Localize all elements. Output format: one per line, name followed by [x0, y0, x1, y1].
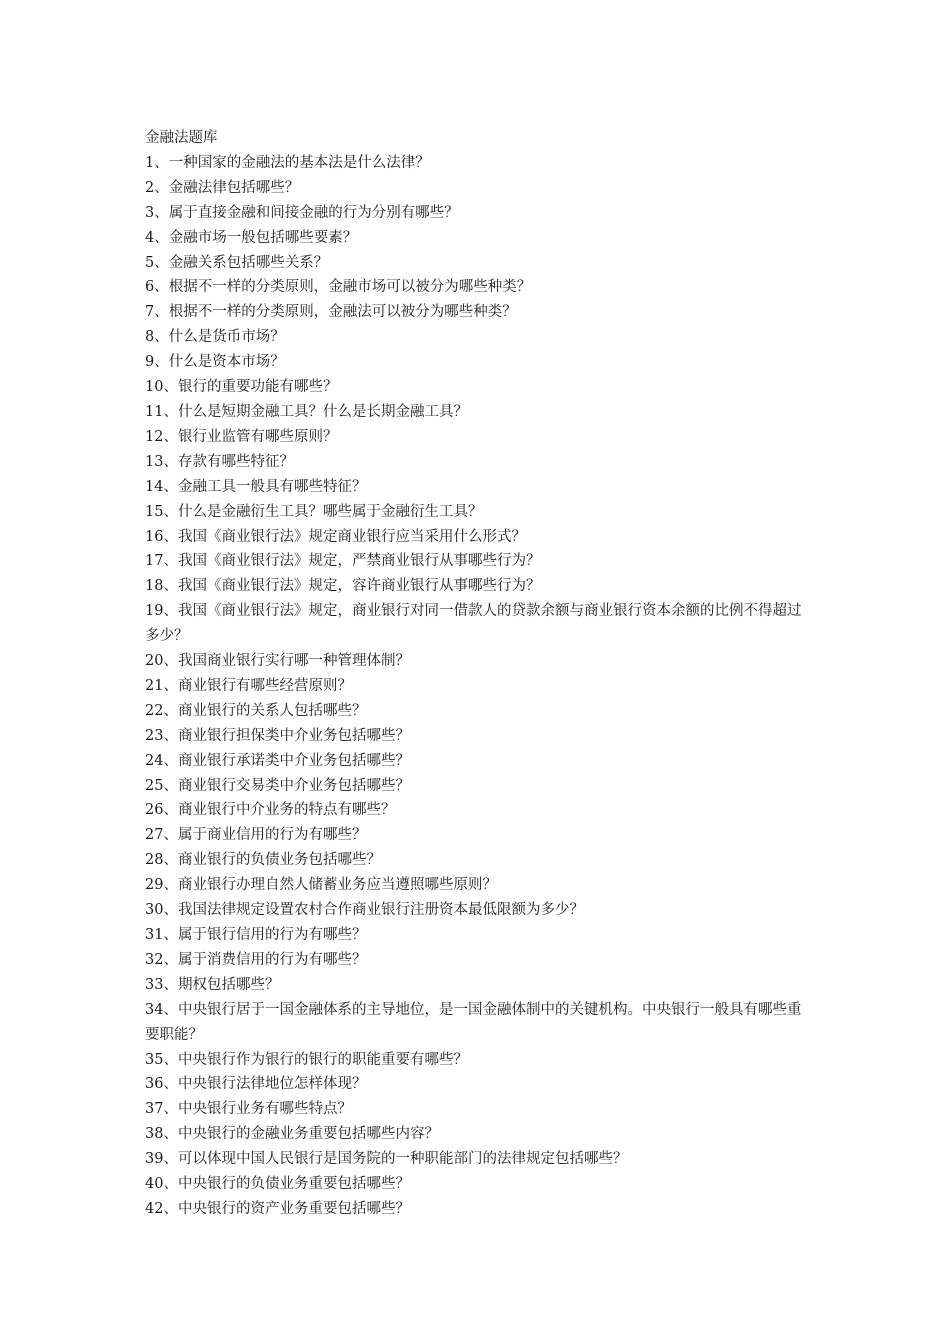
question-item: 29、商业银行办理自然人储蓄业务应当遵照哪些原则？	[145, 877, 497, 894]
question-item: 35、中央银行作为银行的银行的职能重要有哪些？	[145, 1051, 468, 1068]
question-item: 11、什么是短期金融工具？什么是长期金融工具？	[145, 403, 468, 420]
question-item: 25、商业银行交易类中介业务包括哪些？	[145, 777, 410, 794]
question-item: 31、属于银行信用的行为有哪些？	[145, 927, 367, 943]
question-item: 30、我国法律规定设置农村合作商业银行注册资本最低限额为多少？	[145, 902, 584, 919]
question-item: 8、什么是货币市场？	[145, 329, 285, 346]
question-item: 39、可以体现中国人民银行是国务院的一种职能部门的法律规定包括哪些？	[145, 1151, 628, 1168]
question-item: 9、什么是资本市场？	[145, 354, 285, 371]
question-item: 37、中央银行业务有哪些特点？	[145, 1101, 352, 1118]
question-item: 23、商业银行担保类中介业务包括哪些？	[145, 727, 410, 744]
question-item: 12、银行业监管有哪些原则？	[145, 428, 338, 445]
question-item: 32、属于消费信用的行为有哪些？	[145, 951, 367, 968]
question-item: 4、金融市场一般包括哪些要素？	[145, 229, 358, 246]
question-item: 27、属于商业信用的行为有哪些？	[145, 827, 367, 844]
question-item: 28、商业银行的负债业务包括哪些？	[145, 852, 381, 869]
question-item: 16、我国《商业银行法》规定商业银行应当采用什么形式？	[145, 528, 526, 545]
question-item: 14、金融工具一般具有哪些特征？	[145, 478, 367, 495]
question-item: 2、金融法律包括哪些？	[145, 179, 300, 196]
question-item: 13、存款有哪些特征？	[145, 453, 294, 470]
question-item: 24、商业银行承诺类中介业务包括哪些？	[145, 752, 410, 769]
question-item: 1、一种国家的金融法的基本法是什么法律？	[145, 154, 430, 171]
question-item: 3、属于直接金融和间接金融的行为分别有哪些？	[145, 204, 459, 221]
question-item: 36、中央银行法律地位怎样体现？	[145, 1076, 367, 1093]
question-item: 7、根据不一样的分类原则，金融法可以被分为哪些种类？	[145, 304, 517, 321]
question-item: 33、期权包括哪些？	[145, 976, 280, 993]
question-item: 15、什么是金融衍生工具？哪些属于金融衍生工具？	[145, 503, 483, 520]
document-body	[145, 126, 810, 1222]
question-item: 40、中央银行的负债业务重要包括哪些？	[145, 1176, 410, 1193]
question-item: 6、根据不一样的分类原则，金融市场可以被分为哪些种类？	[145, 279, 532, 296]
question-item: 20、我国商业银行实行哪一种管理体制？	[145, 653, 410, 670]
question-item: 18、我国《商业银行法》规定，容许商业银行从事哪些行为？	[145, 578, 541, 595]
question-item: 17、我国《商业银行法》规定，严禁商业银行从事哪些行为？	[145, 553, 541, 570]
question-item: 10、银行的重要功能有哪些？	[145, 379, 338, 396]
question-item: 5、金融关系包括哪些关系？	[145, 254, 329, 271]
question-item: 38、中央银行的金融业务重要包括哪些内容？	[145, 1126, 439, 1143]
question-item: 19、我国《商业银行法》规定，商业银行对同一借款人的贷款余额与商业银行资本余额的比例不得超过多少？	[145, 603, 802, 645]
question-item: 21、商业银行有哪些经营原则？	[145, 677, 352, 694]
question-item: 26、商业银行中介业务的特点有哪些？	[145, 802, 396, 819]
question-item: 22、商业银行的关系人包括哪些？	[145, 702, 367, 719]
question-item: 34、中央银行居于一国金融体系的主导地位，是一国金融体制中的关键机构。中央银行一般具有哪些重要职能？	[145, 1001, 802, 1043]
document-title: 金融法题库	[145, 130, 218, 146]
question-item: 42、中央银行的资产业务重要包括哪些？	[145, 1200, 410, 1217]
